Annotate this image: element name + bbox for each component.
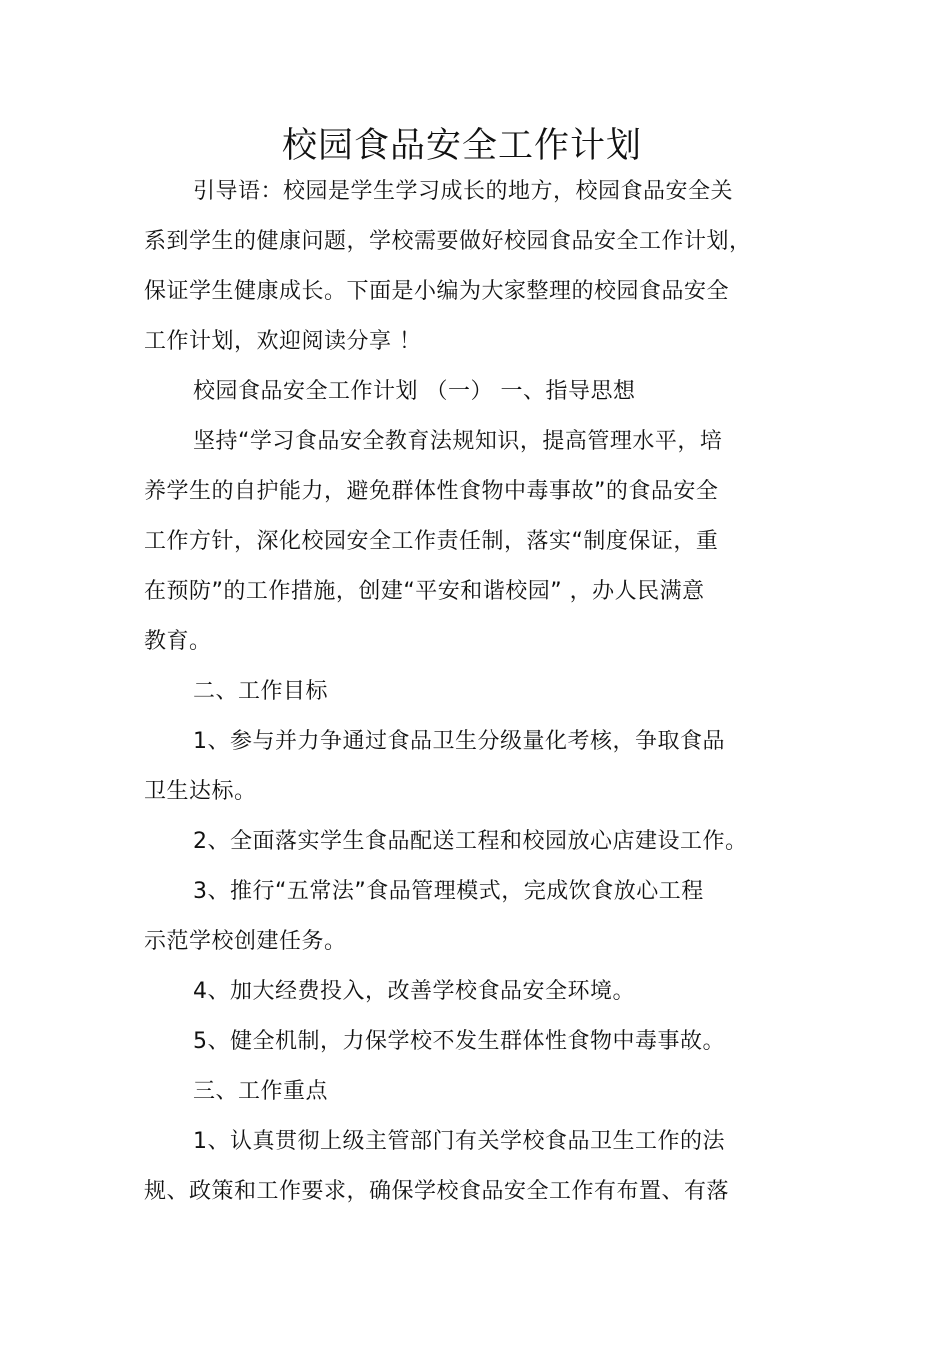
list-item: 3、推行“五常法”食品管理模式，完成饮食放心工程 bbox=[193, 879, 704, 904]
document-title: 校园食品安全工作计划 bbox=[281, 126, 642, 166]
section-heading: 二、工作目标 bbox=[193, 679, 329, 704]
list-item-continuation: 卫生达标。 bbox=[144, 779, 257, 804]
list-item: 5、健全机制，力保学校不发生群体性食物中毒事故。 bbox=[193, 1029, 725, 1054]
list-item: 1、认真贯彻上级主管部门有关学校食品卫生工作的法 bbox=[193, 1129, 725, 1154]
intro-line: 系到学生的健康问题，学校需要做好校园食品安全工作计划， bbox=[144, 229, 752, 254]
list-item: 2、全面落实学生食品配送工程和校园放心店建设工作。 bbox=[193, 829, 748, 854]
list-item: 4、加大经费投入，改善学校食品安全环境。 bbox=[193, 979, 635, 1004]
body-line: 教育。 bbox=[144, 629, 212, 654]
section-heading: 校园食品安全工作计划 （一） 一、指导思想 bbox=[193, 379, 636, 404]
list-item-continuation: 示范学校创建任务。 bbox=[144, 929, 347, 954]
section-heading: 三、工作重点 bbox=[193, 1079, 329, 1104]
body-line: 工作方针，深化校园安全工作责任制，落实“制度保证，重 bbox=[144, 529, 719, 554]
list-item: 1、参与并力争通过食品卫生分级量化考核，争取食品 bbox=[193, 729, 725, 754]
body-line: 坚持“学习食品安全教育法规知识，提高管理水平，培 bbox=[193, 429, 723, 454]
list-item-continuation: 规、政策和工作要求，确保学校食品安全工作有布置、有落 bbox=[144, 1179, 730, 1204]
body-line: 养学生的自护能力，避免群体性食物中毒事故”的食品安全 bbox=[144, 479, 719, 504]
intro-line: 工作计划，欢迎阅读分享 ！ bbox=[144, 329, 422, 354]
body-line: 在预防”的工作措施，创建“平安和谐校园” ，办人民满意 bbox=[144, 579, 705, 604]
intro-line: 保证学生健康成长。下面是小编为大家整理的校园食品安全 bbox=[144, 279, 730, 304]
intro-line: 引导语：校园是学生学习成长的地方，校园食品安全关 bbox=[193, 179, 734, 204]
